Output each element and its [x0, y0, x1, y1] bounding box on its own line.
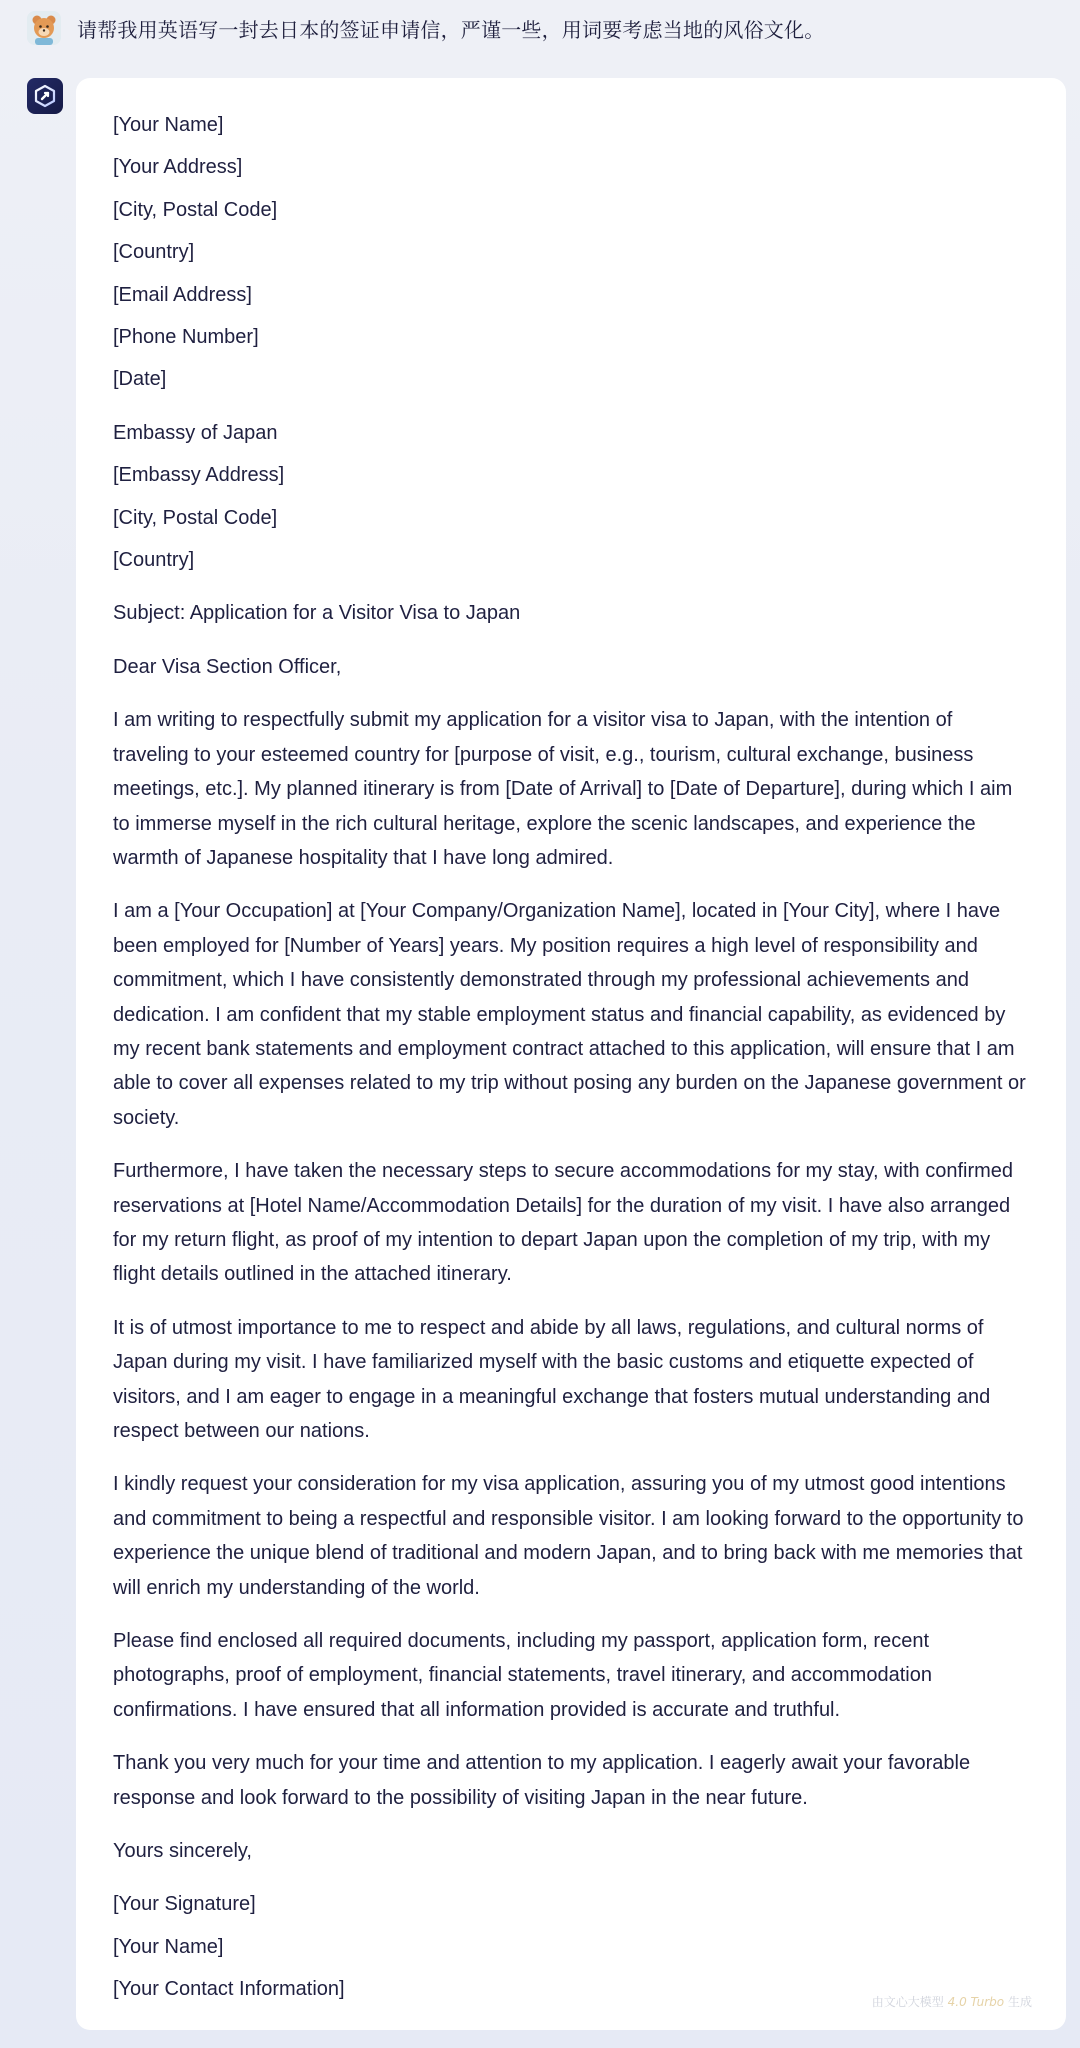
letter-paragraph: Furthermore, I have taken the necessary steps to secure accommodations for my stay, with confirmed reservations at [Hotel Name/Accommodation Details] for the duration of my visit. I have also arranged for my return flight, as proof of my intention to depart Japan upon the completion of my trip, with my flight details outlined in the attached itinerary.	[113, 1160, 1014, 1286]
letter-paragraph: It is of utmost importance to me to respect and abide by all laws, regulations, and cultural norms of Japan during my visit. I have familiarized myself with the basic customs and etiquette expected of visitors, and I am eager to engage in a meaningful exchange that fosters mutual understanding and respect between our nations.	[113, 1316, 991, 1442]
recipient-country: [Country]	[113, 549, 195, 572]
recipient-name: Embassy of Japan	[113, 421, 278, 444]
assistant-reply-card	[76, 78, 1066, 2030]
watermark-prefix: 由文心大模型	[871, 1995, 944, 2009]
letter-paragraph: Please find enclosed all required documents, including my passport, application form, recent photographs, proof of employment, financial statements, travel itinerary, and accommodation confirmations. I have ensured that all information provided is accurate and truthful.	[113, 1630, 932, 1721]
letter-paragraph: I kindly request your consideration for my visa application, assuring you of my utmost good intentions and commitment to being a respectful and responsible visitor. I am looking forward to the opportunity to experience the unique blend of traditional and modern Japan, and to bring back with me memories that will enrich my understanding of the world.	[113, 1473, 1024, 1599]
letter-paragraph: Thank you very much for your time and attention to my application. I eagerly await your favorable response and look forward to the possibility of visiting Japan in the near future.	[113, 1752, 971, 1809]
recipient-address: [Embassy Address]	[113, 464, 285, 487]
sender-city: [City, Postal Code]	[113, 198, 278, 221]
letter-subject: Subject: Application for a Visitor Visa to Japan	[113, 602, 521, 625]
cartoon-bear-avatar-icon	[27, 11, 61, 45]
bot-avatar	[27, 78, 63, 114]
user-avatar	[27, 11, 61, 45]
signature-contact: [Your Contact Information]	[113, 1978, 345, 2001]
visa-letter	[113, 108, 1030, 2007]
sender-phone: [Phone Number]	[113, 326, 259, 349]
ernie-bot-logo-icon	[33, 84, 57, 108]
ai-generated-watermark	[872, 1993, 1032, 2010]
sender-address: [Your Address]	[113, 156, 243, 179]
sender-email: [Email Address]	[113, 283, 252, 306]
signature-line: [Your Signature]	[113, 1893, 256, 1916]
letter-salutation: Dear Visa Section Officer,	[113, 655, 342, 678]
letter-paragraph: I am a [Your Occupation] at [Your Company/Organization Name], located in [Your City], where I have been employed for [Number of Years] years. My position requires a high level of responsibility and commitment, which I have consistently demonstrated through my professional achievements and dedication. I am confident that my stable employment status and financial capability, as evidenced by my recent bank statements and employment contract attached to this application, will ensure that I am able to cover all expenses related to my trip without posing any burden on the Japanese government or society.	[113, 900, 1026, 1129]
watermark-model: 4.0 Turbo	[947, 1995, 1005, 2009]
recipient-city: [City, Postal Code]	[113, 506, 278, 529]
sender-country: [Country]	[113, 241, 195, 264]
user-prompt-text: 请帮我用英语写一封去日本的签证申请信，严谨一些，用词要考虑当地的风俗文化。	[77, 17, 825, 42]
sender-name: [Your Name]	[113, 114, 224, 136]
letter-closing: Yours sincerely,	[113, 1840, 252, 1863]
signature-name: [Your Name]	[113, 1935, 224, 1958]
letter-paragraph: I am writing to respectfully submit my application for a visitor visa to Japan, with the intention of traveling to your esteemed country for [purpose of visit, e.g., tourism, cultural exchange, business meetings, etc.]. My planned itinerary is from [Date of Arrival] to [Date of Departure], during which I aim to immerse myself in the rich cultural heritage, explore the scenic landscapes, and experience the warmth of Japanese hospitality that I have long admired.	[113, 709, 1013, 869]
user-message-row	[27, 8, 824, 48]
letter-date: [Date]	[113, 368, 167, 391]
watermark-suffix: 生成	[1007, 1995, 1032, 2009]
